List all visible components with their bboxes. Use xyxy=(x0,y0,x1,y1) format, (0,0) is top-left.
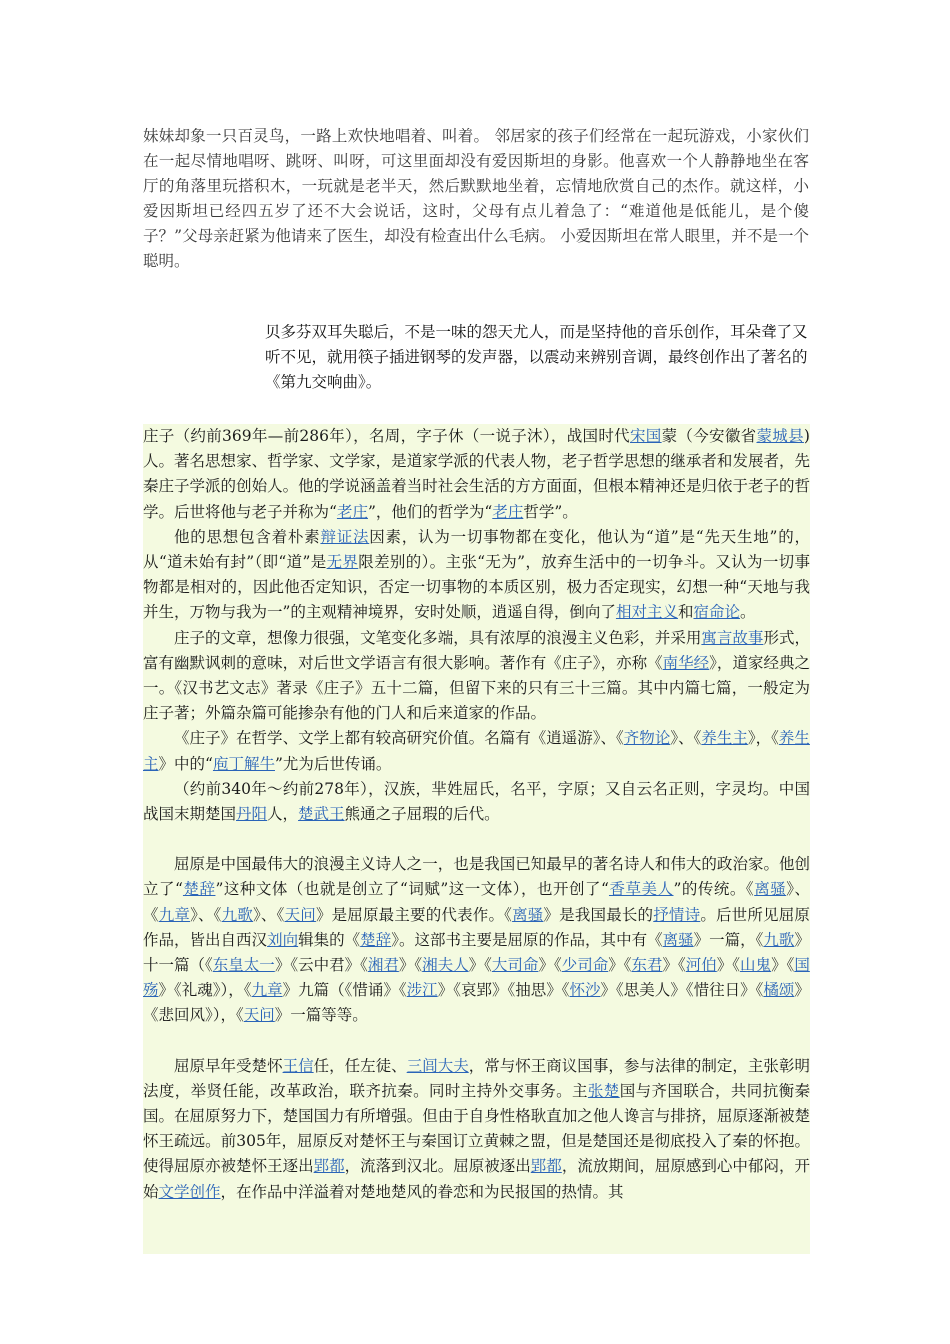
link-jiuge[interactable]: 九歌 xyxy=(221,905,253,924)
link-xiangcao[interactable]: 香草美人 xyxy=(608,880,674,899)
quyuan-intro: （约前340年～约前278年），汉族，芈姓屈氏，名平，字原；又自云名正则，字灵均。中国战国末期楚国丹阳人，楚武王熊通之子屈瑕的后代。 xyxy=(143,779,810,824)
link-bianzhengfa[interactable]: 辩证法 xyxy=(320,527,370,546)
link-jiuzhang[interactable]: 九章 xyxy=(251,981,283,1000)
link-yangsheng[interactable]: 养生主 xyxy=(143,729,810,773)
zhuangzi-intro: 庄子（约前369年—前286年），名周，字子休（一说子沐），战国时代宋国蒙（今安徽省蒙城县)人。著名思想家、哲学家、文学家，是道家学派的代表人物，老子哲学思想的继承者和发展者，先秦庄子学派的创始人。他的学说涵盖着当时社会生活的方方面面，但根本精神还是归依于老子的哲学。后世将他与老子并称为“老庄”，他们的哲学为“老庄哲学”。 xyxy=(143,427,810,521)
link-songguo[interactable]: 宋国 xyxy=(629,427,662,445)
link-wangxin[interactable]: 王信 xyxy=(282,1056,314,1075)
link-tianwen[interactable]: 天问 xyxy=(243,1006,275,1025)
link-guoshang[interactable]: 国殇 xyxy=(143,956,810,1000)
link-paoding[interactable]: 庖丁解牛 xyxy=(212,754,275,773)
link-donghuang[interactable]: 东皇太一 xyxy=(212,956,275,975)
link-yingdu[interactable]: 郢都 xyxy=(313,1157,345,1176)
link-xiangjun[interactable]: 湘君 xyxy=(367,956,399,975)
link-dongjun[interactable]: 东君 xyxy=(631,956,663,975)
link-wenxue[interactable]: 文学创作 xyxy=(158,1182,221,1201)
link-zhangchu[interactable]: 张楚 xyxy=(587,1081,620,1100)
einstein-paragraph: 妹妹却象一只百灵鸟，一路上欢快地唱着、叫着。 邻居家的孩子们经常在一起玩游戏，小家伙们在一起尽情地唱呀、跳呀、叫呀，可这里面却没有爱因斯坦的身影。他喜欢一个人静静地坐在客厅的角落里玩搭积木，一玩就是老半天，然后默默地坐着，忘情地欣赏自己的杰作。就这样，小爱因斯坦已经四五岁了还不大会说话，这时，父母有点儿着急了：“难道他是低能儿，是个傻子？”父母亲赶紧为他请来了医生，却没有检查出什么毛病。 小爱因斯坦在常人眼里，并不是一个聪明。 xyxy=(143,127,809,270)
quyuan-career: 屈原早年受楚怀王信任，任左徒、三闾大夫，常与怀王商议国事，参与法律的制定，主张彰明法度，举贤任能，改革政治，联齐抗秦。同时主持外交事务。主张楚国与齐国联合，共同抗衡秦国。在屈原努力下，楚国国力有所增强。但由于自身性格耿直加之他人谗言与排挤，屈原逐渐被楚怀王疏远。前305年，屈原反对楚怀王与秦国订立黄棘之盟，但是楚国还是彻底投入了秦的怀抱。使得屈原亦被楚怀王逐出郢都，流落到汉北。屈原被逐出郢都，流放期间，屈原感到心中郁闷，开始文学创作，在作品中洋溢着对楚地楚风的眷恋和为民报国的热情。其 xyxy=(143,1056,810,1201)
link-huaisha[interactable]: 怀沙 xyxy=(569,981,601,1000)
link-danyang[interactable]: 丹阳 xyxy=(236,805,268,824)
link-hebo[interactable]: 河伯 xyxy=(685,956,717,975)
link-laozhuang[interactable]: 老庄 xyxy=(336,502,368,521)
link-chuwuwang[interactable]: 楚武王 xyxy=(298,805,345,824)
link-jusong[interactable]: 橘颂 xyxy=(763,981,795,1000)
link-jiuzhang[interactable]: 九章 xyxy=(158,905,191,924)
link-yingdu[interactable]: 郢都 xyxy=(530,1157,562,1176)
link-lisao[interactable]: 离骚 xyxy=(754,880,787,899)
link-sanlu[interactable]: 三闾大夫 xyxy=(406,1056,469,1075)
link-wujie[interactable]: 无界 xyxy=(326,553,359,572)
link-tianwen[interactable]: 天问 xyxy=(284,905,316,924)
zhuangzi-quyuan-section xyxy=(143,424,810,1254)
link-qiwu[interactable]: 齐物论 xyxy=(623,729,671,748)
beethoven-paragraph: 贝多芬双耳失聪后，不是一味的怨天尤人，而是坚持他的音乐创作，耳朵聋了又听不见，就用筷子插进钢琴的发声器，以震动来辨别音调，最终创作出了著名的《第九交响曲》。 xyxy=(265,323,808,391)
link-laozhuang[interactable]: 老庄 xyxy=(492,502,524,521)
link-dasiming[interactable]: 大司命 xyxy=(491,956,539,975)
link-xiangfuren[interactable]: 湘夫人 xyxy=(422,956,469,975)
zhuangzi-value: 《庄子》在哲学、文学上都有较高研究价值。名篇有《逍遥游》、《齐物论》、《养生主》，《养生主》中的“庖丁解牛”尤为后世传诵。 xyxy=(143,729,810,773)
link-yuyan[interactable]: 寓言故事 xyxy=(701,628,764,647)
link-chuci[interactable]: 楚辞 xyxy=(360,930,392,949)
link-shuqing[interactable]: 抒情诗 xyxy=(653,905,701,924)
quyuan-poet: 屈原是中国最伟大的浪漫主义诗人之一，也是我国已知最早的著名诗人和伟大的政治家。他创立了“楚辞”这种文体（也就是创立了“词赋”这一文体），也开创了“香草美人”的传统。《离骚》、《九章》、《九歌》、《天问》是屈原最主要的代表作。《离骚》是我国最长的抒情诗。后世所见屈原作品，皆出自西汉刘向辑集的《楚辞》。这部书主要是屈原的作品，其中有《离骚》一篇，《九歌》十一篇（《东皇太一》《云中君》《湘君》《湘夫人》《大司命》《少司命》《东君》《河伯》《山鬼》《国殇》《礼魂》），《九章》九篇（《惜诵》《涉江》《哀郢》《抽思》《怀沙》《思美人》《惜往日》《橘颂》《悲回风》），《天问》一篇等等。 xyxy=(143,855,810,1025)
link-xiangdui[interactable]: 相对主义 xyxy=(615,603,678,622)
link-lisao[interactable]: 离骚 xyxy=(512,905,544,924)
link-liuxiang[interactable]: 刘向 xyxy=(267,930,299,949)
link-mengcheng[interactable]: 蒙城县 xyxy=(756,427,804,445)
link-chuci[interactable]: 楚辞 xyxy=(182,880,216,899)
zhuangzi-thought: 他的思想包含着朴素辩证法因素，认为一切事物都在变化，他认为“道”是“先天生地”的，从“道未始有封”（即“道”是无界限差别的）。主张“无为”，放弃生活中的一切争斗。又认为一切事物都是相对的，因此他否定知识，否定一切事物的本质区别，极力否定现实，幻想一种“天地与我并生，万物与我为一”的主观精神境界，安时处顺，逍遥自得，倒向了相对主义和宿命论。 xyxy=(143,527,810,622)
link-nanhua[interactable]: 南华经 xyxy=(662,653,710,672)
link-suming[interactable]: 宿命论 xyxy=(693,603,740,622)
link-shaosiming[interactable]: 少司命 xyxy=(561,956,609,975)
zhuangzi-writing: 庄子的文章，想像力很强，文笔变化多端，具有浓厚的浪漫主义色彩，并采用寓言故事形式，富有幽默讽刺的意味，对后世文学语言有很大影响。著作有《庄子》，亦称《南华经》，道家经典之一。《汉书艺文志》著录《庄子》五十二篇，但留下来的只有三十三篇。其中内篇七篇，一般定为庄子著；外篇杂篇可能掺杂有他的门人和后来道家的作品。 xyxy=(143,628,810,723)
link-shangui[interactable]: 山鬼 xyxy=(740,956,772,975)
link-jiuge[interactable]: 九歌 xyxy=(763,930,795,949)
link-yangsheng[interactable]: 养生主 xyxy=(701,729,748,748)
link-shejiang[interactable]: 涉江 xyxy=(406,981,438,1000)
link-lisao[interactable]: 离骚 xyxy=(662,930,694,949)
